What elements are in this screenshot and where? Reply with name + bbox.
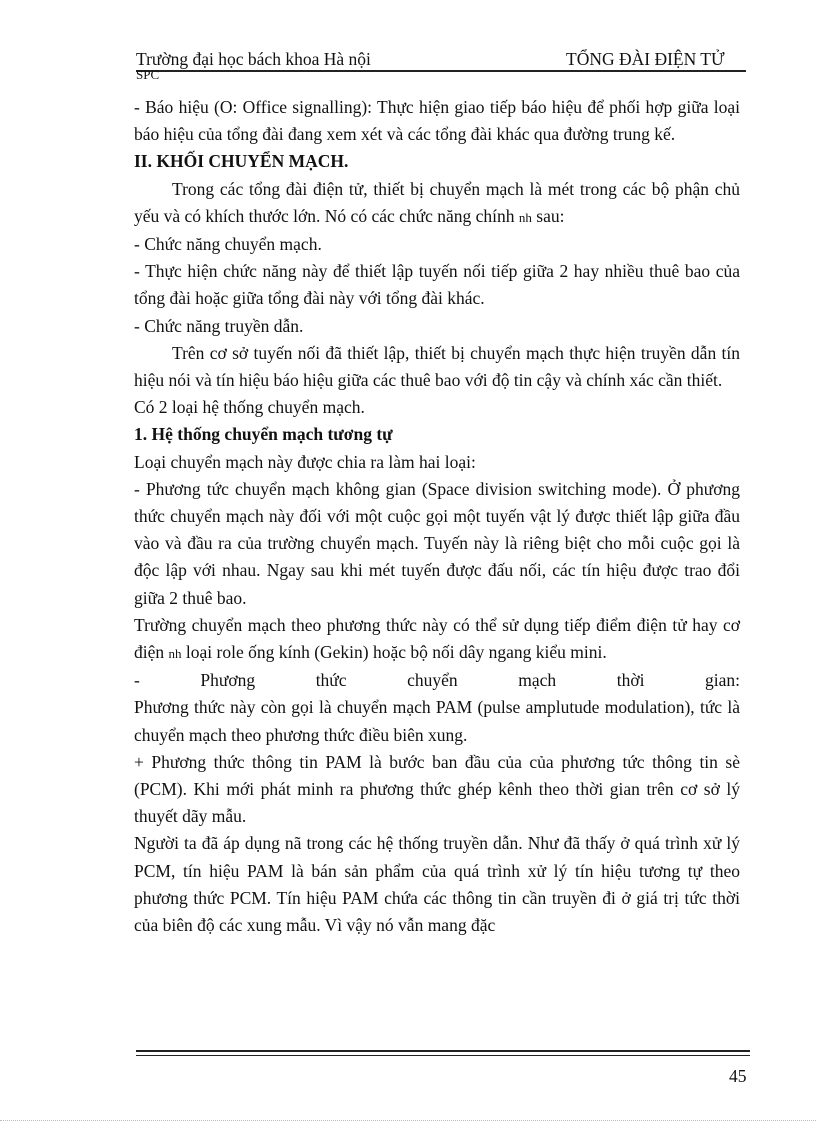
paragraph-pcm-processing: Người ta đã áp dụng nã trong các hệ thống truyền dẫn. Như đã thấy ở quá trình xử lý PCM, tín hiệu PAM là bán sản phẩm của quá trình xử lý tín hiệu tương tự theo phương thức PCM. Tín hiệu PAM chứa các thông tin cần truyền đi ở giá trị tức thời của biên độ các xung mẫu. Vì vậy nó vẫn mang đặc: [134, 833, 740, 936]
paragraph-transmission-function: - Chức năng truyền dẫn.: [134, 315, 304, 336]
header-rule: [136, 70, 746, 72]
header-subtitle: SPC: [136, 67, 160, 82]
paragraph-time-switching-heading: - Phương thức chuyển mạch thời gian:: [134, 670, 740, 691]
paragraph-switching-function: - Chức năng chuyển mạch.: [134, 234, 322, 255]
paragraph-office-signalling: - Báo hiệu (O: Office signalling): Thực hiện giao tiếp báo hiệu để phối hợp giữa loại báo hiệu của tổng đài đang xem xét và các tổng đài khác qua đường trung kế.: [134, 97, 740, 145]
paragraph-two-types: Có 2 loại hệ thống chuyển mạch.: [134, 397, 365, 418]
paragraph-space-division: - Phương tức chuyển mạch không gian (Space division switching mode). Ở phương thức chuyển mạch này đối với một cuộc gọi một tuyến vật lý được thiết lập giữa đầu vào và đầu ra của trường chuyển mạch. Tuyến này là riêng biệt cho mỗi cuộc gọi là độc lập với nhau. Ngay sau khi mét tuyến được đấu nối, các tín hiệu được trao đổi giữa 2 thuê bao.: [134, 478, 740, 608]
page-edge-dotted-line: [0, 1120, 816, 1121]
paragraph-switching-field: Trường chuyển mạch theo phương thức này có thể sử dụng tiếp điểm điện tử hay cơ điện nh loại role ống kính (Gekin) hoặc bộ nối dây ngang kiểu mini.: [134, 614, 740, 663]
section-heading: II. KHỐI CHUYỂN MẠCH.: [134, 151, 349, 172]
document-body: [134, 94, 740, 939]
page-number: 45: [729, 1066, 747, 1086]
header-university: Trường đại học bách khoa Hà nội: [136, 49, 371, 69]
footer-rule-thick: [136, 1050, 750, 1052]
paragraph-two-kinds: Loại chuyển mạch này được chia ra làm hai loại:: [134, 451, 476, 472]
paragraph-transmission-detail: Trên cơ sở tuyến nối đã thiết lập, thiết bị chuyển mạch thực hiện truyền dẫn tín hiệu nói và tín hiệu báo hiệu giữa các thuê bao với độ tin cậy và chính xác cần thiết.: [134, 342, 740, 391]
footer-rule-thin: [136, 1055, 750, 1056]
header-title: TỔNG ĐÀI ĐIỆN TỬ: [566, 49, 725, 69]
paragraph-pam-info: + Phương thức thông tin PAM là bước ban đầu của của phương tức thông tin sè (PCM). Khi mới phát minh ra phương thức ghép kênh theo thời gian trên cơ sở lý thuyết dãy mẫu.: [134, 751, 740, 827]
paragraph-intro: Trong các tổng đài điện tử, thiết bị chuyển mạch là mét trong các bộ phận chủ yếu và có khích thước lớn. Nó có các chức năng chính nh sau:: [134, 178, 740, 226]
paragraph-pam-switching: Phương thức này còn gọi là chuyển mạch PAM (pulse amplutude modulation), tức là chuyển mạch theo phương thức điều biên xung.: [134, 697, 740, 745]
subsection-heading: 1. Hệ thống chuyển mạch tương tự: [134, 424, 393, 445]
paragraph-switching-detail: - Thực hiện chức năng này để thiết lập tuyến nối tiếp giữa 2 hay nhiều thuê bao của tổng đài hoặc giữa tổng đài này với tổng đài khác.: [134, 261, 740, 309]
